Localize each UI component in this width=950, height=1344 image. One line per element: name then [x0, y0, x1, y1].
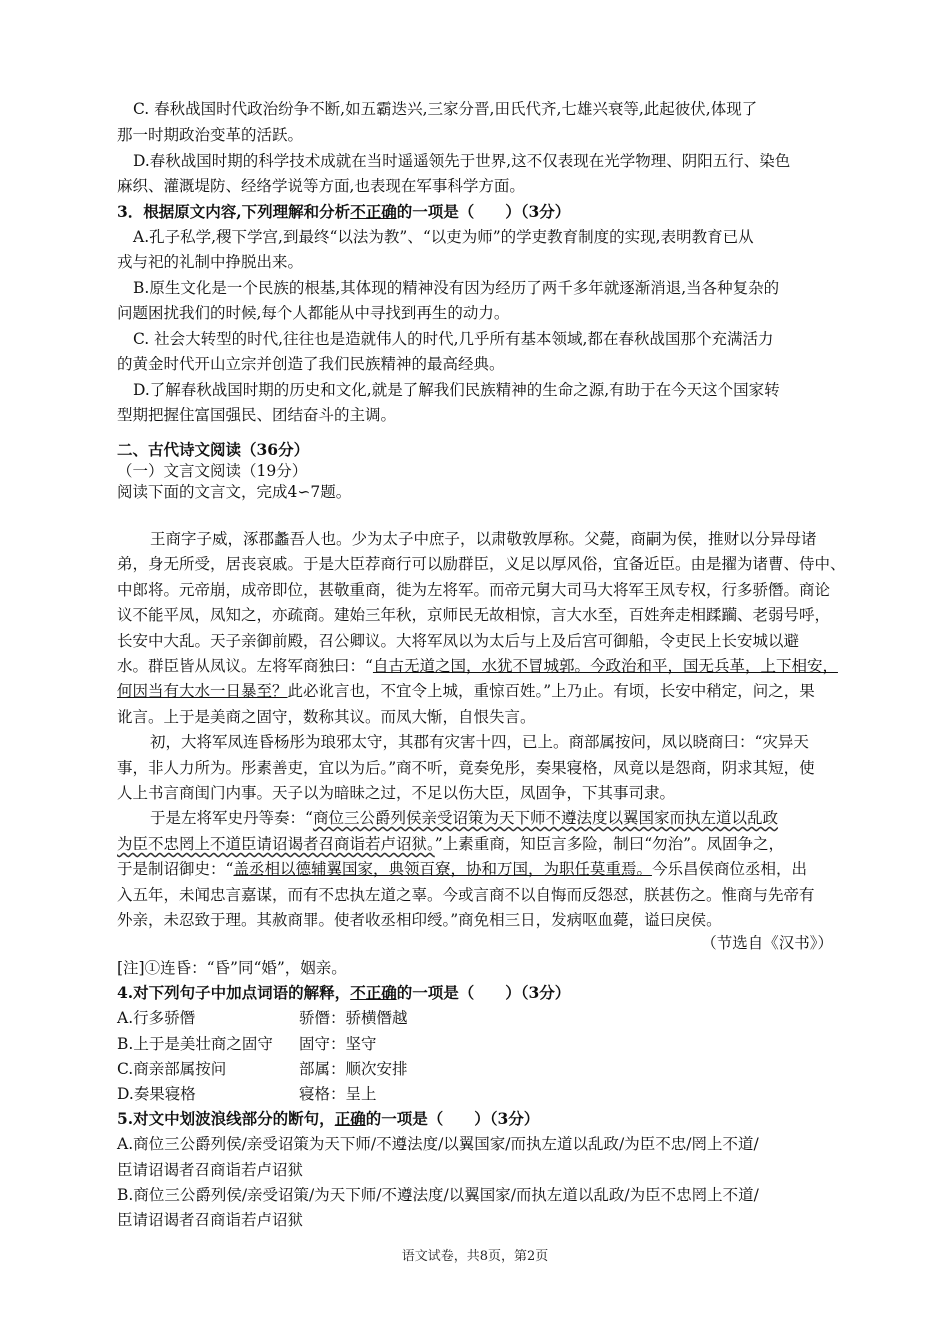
wavy-underlined-text: 为臣不忠罔上不道臣请诏谒者召商诣若卢诏狱。	[117, 835, 435, 853]
q3-option-b-line1: B.原生文化是一个民族的根基,其体现的精神没有因为经历了两千多年就逐渐消退,当各种复杂的	[133, 279, 780, 297]
passage-line: 长安中大乱。天子亲御前殿，召公卿议。大将军凤以为太后与上及后宫可御船，令吏民上长安城以避	[117, 632, 800, 650]
passage-line: 于是左将军史丹等奏：“商位三公爵列侯亲受诏策为天下师不遵法度以翼国家而执左道以乱政	[150, 809, 778, 827]
q2-option-c-line1: C. 春秋战国时代政治纷争不断,如五霸迭兴,三家分晋,田氏代齐,七雄兴衰等,此起彼伏,体现了	[133, 100, 758, 118]
q4-option-a: A.行多骄僭 骄僭：骄横僭越	[117, 1009, 408, 1027]
q3-option-c-line2: 的黄金时代开山立宗并创造了我们民族精神的最高经典。	[117, 355, 505, 373]
q3-option-b-line2: 问题困扰我们的时候,每个人都能从中寻找到再生的动力。	[117, 304, 510, 322]
underlined-sentence: 何因当有大水一日暴至？	[117, 682, 288, 700]
q3-option-d-line2: 型期把握住富国强民、团结奋斗的主调。	[117, 406, 397, 424]
q5-stem: 5.对文中划波浪线部分的断句，正确的一项是（ ）（3分）	[117, 1109, 540, 1128]
passage-line: 弟，身无所受，居丧哀戚。于是大臣荐商行可以励群臣，义足以厚风俗，宜备近臣。由是擢为诸曹、侍中、	[117, 555, 846, 573]
passage-line: 外亲，未忍致于理。其赦商罪。使者收丞相印绶。”商免相三日，发病呕血薨，谥曰戾侯。	[117, 911, 722, 929]
underlined-sentence: 盖丞相以德辅翼国家，典领百寮，协和万国，为职任莫重焉。	[233, 860, 652, 878]
passage-note: [注]①连昏：“昏”同“婚”，姻亲。	[117, 959, 347, 977]
q2-option-d-line2: 麻织、灌溉堤防、经络学说等方面,也表现在军事科学方面。	[117, 177, 525, 195]
passage-line: 于是制诏御史：“盖丞相以德辅翼国家，典领百寮，协和万国，为职任莫重焉。今乐昌侯商位丞相，出	[117, 860, 807, 878]
q5-option-a-line1: A.商位三公爵列侯/亲受诏策为天下师/不遵法度/以翼国家/而执左道以乱政/为臣不忠/罔上不道/	[117, 1135, 759, 1153]
passage-line: 水。群臣皆从凤议。左将军商独曰：“自古无道之国，水犹不冒城郭。今政治和平，国无兵革，上下相安，	[117, 657, 838, 675]
q4-key-word: 不正确	[350, 983, 397, 1002]
q3-option-c-line1: C. 社会大转型的时代,往往也是造就伟人的时代,几乎所有基本领域,都在春秋战国那个充满活力	[133, 330, 774, 348]
q3-key-word: 不正确	[350, 202, 397, 221]
q3-stem: 3．根据原文内容,下列理解和分析不正确的一项是（ ）（3分）	[117, 202, 571, 221]
passage-line: 入五年，未闻忠言嘉谋，而有不忠执左道之辜。今或言商不以自悔而反怨怼，朕甚伤之。惟商与先帝有	[117, 886, 815, 904]
passage-line: 人上书言商闺门内事。天子以为暗昧之过，不足以伤大臣，凤固争，下其事司隶。	[117, 784, 676, 802]
passage-line: 何因当有大水一日暴至？此必讹言也，不宜令上城，重惊百姓。”上乃止。有顷，长安中稍定，问之，果	[117, 682, 815, 700]
page-footer: 语文试卷，共8页，第2页	[401, 1249, 549, 1264]
passage-line: 中郎将。元帝崩，成帝即位，甚敬重商，徙为左将军。而帝元舅大司马大将军王凤专权，行多骄僭。商论	[117, 581, 831, 599]
q3-option-a-line1: A.孔子私学,稷下学宫,到最终“以法为教”、“以吏为师”的学吏教育制度的实现,表明教育已从	[133, 228, 754, 246]
q5-option-a-line2: 臣请诏谒者召商诣若卢诏狱	[117, 1161, 304, 1179]
q4-option-d: D.奏果寝格 寝格：呈上	[117, 1085, 377, 1103]
q5-option-b-line2: 臣请诏谒者召商诣若卢诏狱	[117, 1211, 304, 1229]
passage-line: 初，大将军凤连昏杨彤为琅邪太守，其郡有灾害十四，已上。商部属按问，凤以晓商曰：“灾异天	[150, 733, 809, 751]
q2-option-d-line1: D.春秋战国时期的科学技术成就在当时遥遥领先于世界,这不仅表现在光学物理、阴阳五行、染色	[133, 152, 791, 170]
q5-key-word: 正确	[334, 1109, 366, 1128]
q4-stem: 4.对下列句子中加点词语的解释，不正确的一项是（ ）（3分）	[117, 983, 571, 1002]
section2-instruction: 阅读下面的文言文，完成4∽7题。	[117, 483, 352, 501]
q3-option-d-line1: D.了解春秋战国时期的历史和文化,就是了解我们民族精神的生命之源,有助于在今天这个国家转	[133, 381, 780, 399]
passage-line: 王商字子威，涿郡蠡吾人也。少为太子中庶子，以肃敬敦厚称。父薨，商嗣为侯，推财以分异母诸	[150, 530, 817, 548]
passage-line: 事，非人力所为。彤素善吏，宜以为后。”商不听，竟奏免彤，奏果寝格，凤竟以是怨商，阴求其短，使	[117, 759, 815, 777]
wavy-underlined-text: 商位三公爵列侯亲受诏策为天下师不遵法度以翼国家而执左道以乱政	[312, 809, 778, 827]
q3-option-a-line2: 戎与祀的礼制中挣脱出来。	[117, 253, 304, 271]
passage-line: 议不能平凤，凤知之，亦疏商。建始三年秋，京师民无故相惊，言大水至，百姓奔走相蹂躏、老弱号呼，	[117, 606, 831, 624]
passage-line: 为臣不忠罔上不道臣请诏谒者召商诣若卢诏狱。”上素重商，知臣言多险，制曰“勿治”。凤固争之，	[117, 835, 785, 853]
passage-source: （节选自《汉书》）	[701, 934, 833, 952]
passage-line: 讹言。上于是美商之固守，数称其议。而凤大惭，自恨失言。	[117, 708, 536, 726]
underlined-sentence: 自古无道之国，水犹不冒城郭。今政治和平，国无兵革，上下相安，	[372, 657, 838, 675]
q4-option-c: C.商亲部属按问 部属：顺次安排	[117, 1060, 408, 1078]
q5-option-b-line1: B.商位三公爵列侯/亲受诏策/为天下师/不遵法度/以翼国家/而执左道以乱政/为臣不忠罔上不道/	[117, 1186, 759, 1204]
q4-option-b: B.上于是美壮商之固守 固守：坚守	[117, 1035, 377, 1053]
section2-subtitle: （一）文言文阅读（19分）	[117, 462, 308, 480]
section2-title: 二、古代诗文阅读（36分）	[117, 440, 310, 459]
q2-option-c-line2: 那一时期政治变革的活跃。	[117, 126, 304, 144]
